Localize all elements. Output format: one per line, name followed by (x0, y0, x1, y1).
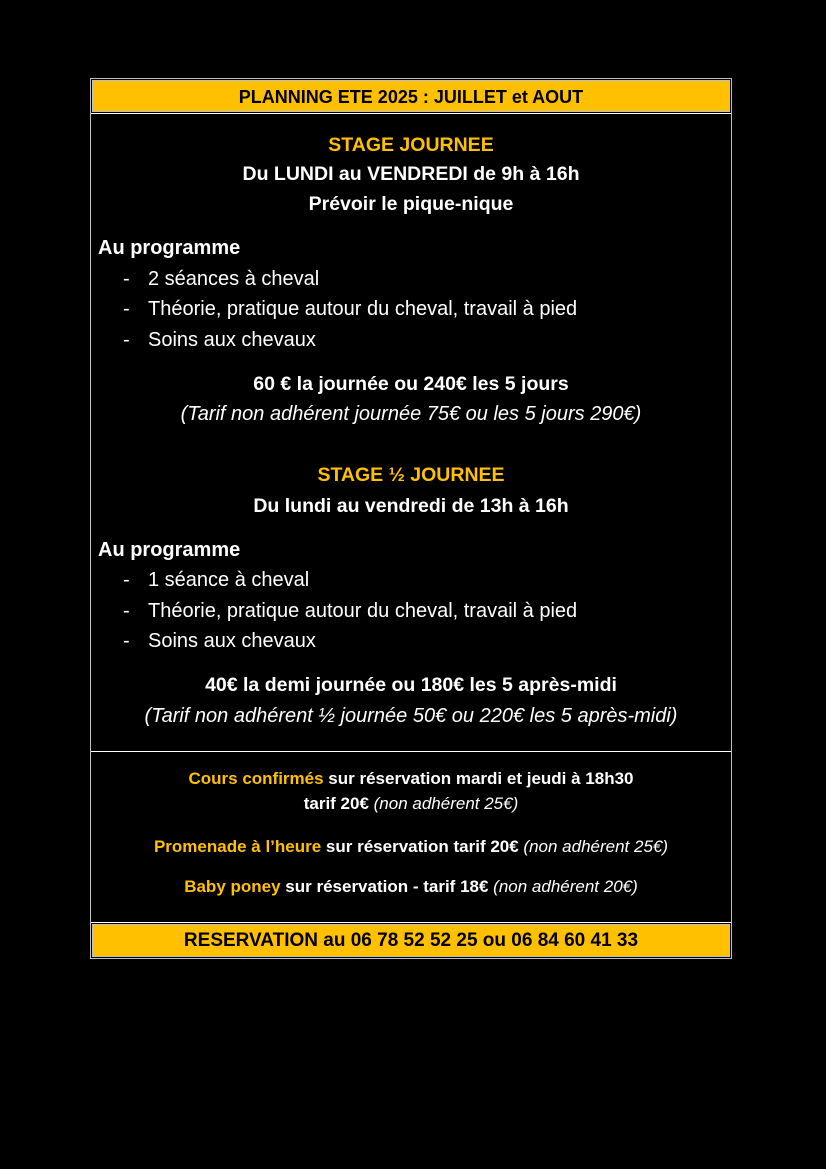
cours-non-member: (non adhérent 25€) (368, 794, 519, 813)
stage-demi-schedule: Du lundi au vendredi de 13h à 16h (253, 495, 569, 517)
program-item-text: 2 séances à cheval (148, 268, 320, 290)
promenade-line (91, 837, 731, 857)
stage-journee-program-label: Au programme (98, 237, 241, 259)
program-item-text: Théorie, pratique autour du cheval, travail à pied (148, 600, 578, 622)
promenade-detail: sur réservation tarif 20€ (321, 837, 519, 856)
cours-detail: sur réservation mardi et jeudi à 18h30 (323, 769, 634, 788)
baby-detail: sur réservation - tarif 18€ (280, 877, 489, 896)
baby-line (91, 877, 731, 897)
program-item-text: Théorie, pratique autour du cheval, travail à pied (148, 298, 578, 320)
planning-frame (90, 78, 732, 959)
stage-journee-schedule: Du LUNDI au VENDREDI de 9h à 16h (242, 163, 580, 185)
stage-demi-price: 40€ la demi journée ou 180€ les 5 après-midi (205, 674, 617, 696)
stage-journee-price: 60 € la journée ou 240€ les 5 jours (253, 373, 569, 395)
program-item-text: Soins aux chevaux (148, 329, 316, 351)
stage-demi-price-non-member: (Tarif non adhérent ½ journée 50€ ou 220€ les 5 après-midi) (144, 705, 678, 727)
bullet-dash: - (123, 600, 130, 622)
program-item-text: 1 séance à cheval (148, 569, 310, 591)
cours-line (91, 769, 731, 789)
bullet-dash: - (123, 298, 130, 320)
bullet-dash: - (123, 630, 130, 652)
stage-journee-price-non-member: (Tarif non adhérent journée 75€ ou les 5 jours 290€) (180, 403, 642, 425)
bullet-dash: - (123, 329, 130, 351)
bullet-dash: - (123, 569, 130, 591)
baby-name: Baby poney (184, 877, 281, 896)
stage-demi-program-label: Au programme (98, 539, 241, 561)
baby-non-member: (non adhérent 20€) (488, 877, 638, 896)
cours-tarif: tarif 20€ (303, 794, 369, 813)
promenade-non-member: (non adhérent 25€) (518, 837, 669, 856)
stage-demi-title: STAGE ½ JOURNEE (317, 464, 505, 486)
bullet-dash: - (123, 268, 130, 290)
cours-tarif-line (91, 794, 731, 814)
program-item-text: Soins aux chevaux (148, 630, 316, 652)
page-title: PLANNING ETE 2025 : JUILLET et AOUT (92, 80, 730, 112)
stage-journee-note: Prévoir le pique-nique (308, 193, 514, 215)
stage-journee-title: STAGE JOURNEE (328, 134, 494, 156)
reservation-phone: RESERVATION au 06 78 52 52 25 ou 06 84 60 41 33 (92, 924, 730, 957)
stages-section (91, 113, 731, 752)
promenade-name: Promenade à l’heure (153, 837, 322, 856)
cours-name: Cours confirmés (188, 769, 324, 788)
other-activities-section (91, 752, 731, 923)
